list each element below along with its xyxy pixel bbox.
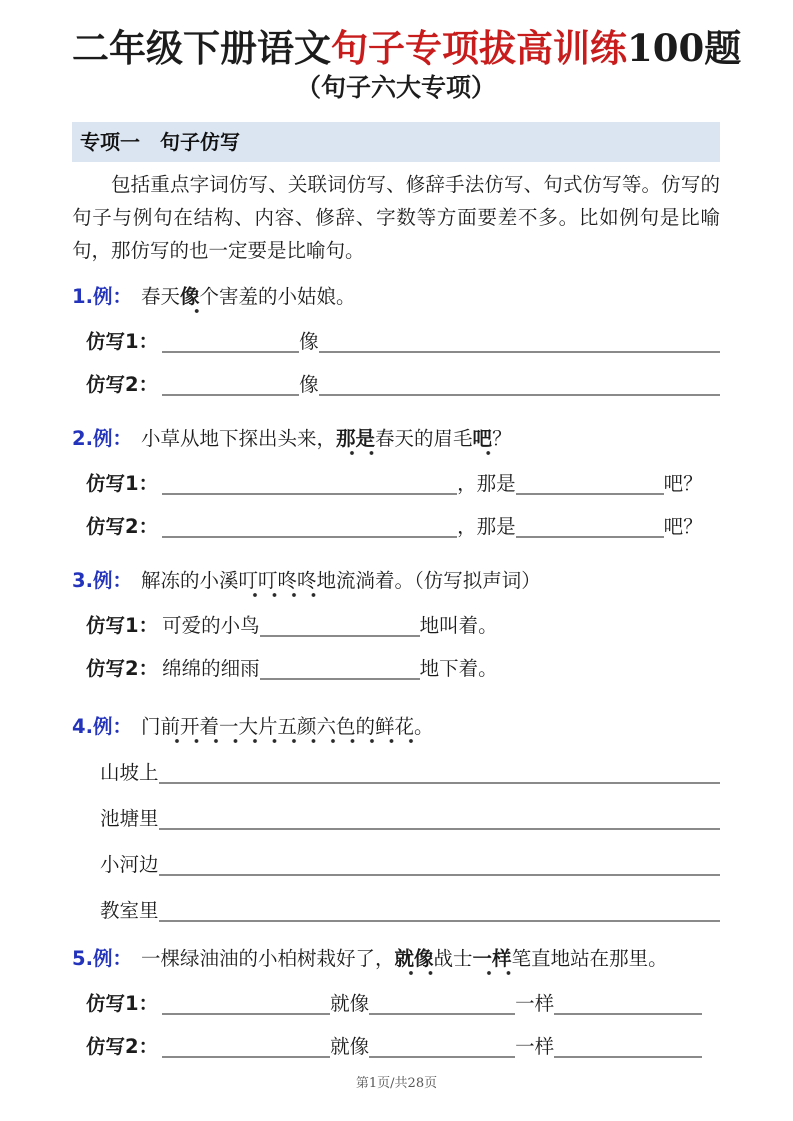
- lead-text: 绵绵的细雨: [162, 657, 260, 680]
- answer-row: [72, 330, 720, 354]
- answer-row-label: 仿写2：: [86, 373, 159, 396]
- example-text: 门: [141, 715, 161, 738]
- section-header: 专项一 句子仿写: [72, 122, 720, 162]
- answer-row: [72, 761, 720, 785]
- blank-line: [159, 782, 720, 784]
- example-label: 例：: [92, 427, 132, 450]
- blank-line: [260, 678, 420, 680]
- blank-line: [260, 635, 420, 637]
- example-text: 一棵绿油油的小柏树栽好了，: [141, 947, 395, 970]
- blank-line: [162, 536, 457, 538]
- question-number: 4.: [72, 715, 93, 738]
- blank-line: [159, 920, 720, 922]
- question-number: 2.: [72, 427, 93, 450]
- emphasized-word: 叮叮咚咚: [239, 569, 317, 598]
- connector-text: 就像: [330, 992, 370, 1015]
- answer-row-label: 仿写1：: [86, 330, 159, 353]
- lead-text: 可爱的小鸟: [162, 614, 260, 637]
- blank-line: [554, 1056, 702, 1058]
- lead-text: 池塘里: [100, 807, 159, 830]
- answer-row: [72, 614, 720, 638]
- answer-row-label: 仿写2：: [86, 515, 159, 538]
- blank-line: [369, 1013, 515, 1015]
- connector-text: ，那是: [457, 472, 516, 495]
- connector-text: 吧？: [663, 472, 703, 495]
- connector-text: 一样: [515, 992, 555, 1015]
- page-footer: 第1页/共28页: [355, 1076, 438, 1091]
- question-example: [72, 427, 720, 451]
- answer-row: [72, 853, 720, 877]
- example-text: 战士: [433, 947, 473, 970]
- section-intro: 包括重点字词仿写、关联词仿写、修辞手法仿写、句式仿写等。仿写的句子与例句在结构、内容、修辞、字数等方面要差不多。比如例句是比喻句，那仿写的也一定要是比喻句。: [72, 173, 720, 262]
- question-example: [72, 285, 720, 309]
- answer-row: [72, 899, 720, 923]
- emphasized-word: 一样: [473, 947, 512, 976]
- answer-row-label: 仿写1：: [86, 614, 159, 637]
- lead-text: 教室里: [100, 899, 159, 922]
- blank-line: [162, 493, 457, 495]
- question-example: [72, 715, 720, 739]
- answer-row: [72, 1035, 720, 1059]
- example-text: 个害羞的小姑娘。: [199, 285, 356, 308]
- answer-row-label: 仿写1：: [86, 992, 159, 1015]
- blank-line: [516, 536, 664, 538]
- question-2: [72, 427, 720, 539]
- blank-line: [554, 1013, 702, 1015]
- question-example: [72, 947, 720, 971]
- example-text: 笔直地站在那里。: [511, 947, 668, 970]
- blank-line: [159, 828, 720, 830]
- page-subtitle: （句子六大专项）: [295, 73, 496, 102]
- title-part-left: 二年级下册语文: [72, 26, 331, 70]
- example-text: 地流淌着。（仿写拟声词）: [316, 569, 541, 592]
- connector-text: 地叫着。: [419, 614, 498, 637]
- question-example: [72, 569, 720, 593]
- answer-row: [72, 657, 720, 681]
- example-text: 。: [414, 715, 434, 738]
- answer-row: [72, 515, 720, 539]
- example-label: 例：: [92, 569, 132, 592]
- connector-text: ，那是: [457, 515, 516, 538]
- connector-text: 地下着。: [419, 657, 498, 680]
- answer-row-label: 仿写1：: [86, 472, 159, 495]
- answer-row-label: 仿写2：: [86, 657, 159, 680]
- blank-line: [319, 394, 720, 396]
- emphasized-word: 那是: [336, 427, 375, 456]
- example-label: 例：: [92, 947, 132, 970]
- example-label: 例：: [92, 715, 132, 738]
- blank-line: [162, 351, 299, 353]
- emphasized-word: 吧: [473, 427, 493, 456]
- question-1: [72, 285, 720, 397]
- connector-text: 吧？: [663, 515, 703, 538]
- blank-line: [516, 493, 664, 495]
- page-title: [72, 24, 742, 72]
- lead-text: 小河边: [100, 853, 159, 876]
- title-part-right: 100题: [627, 26, 742, 70]
- answer-row: [72, 807, 720, 831]
- example-text: 小草从地下探出头来，: [141, 427, 337, 450]
- answer-row: [72, 472, 720, 496]
- blank-line: [159, 874, 720, 876]
- connector-text: 就像: [330, 1035, 370, 1058]
- blank-line: [162, 1056, 330, 1058]
- emphasized-word: 就像: [395, 947, 434, 976]
- example-label: 例：: [92, 285, 132, 308]
- blank-line: [319, 351, 720, 353]
- answer-row-label: 仿写2：: [86, 1035, 159, 1058]
- example-text: 春天的眉毛: [375, 427, 473, 450]
- emphasized-word: 像: [180, 285, 200, 314]
- question-number: 5.: [72, 947, 93, 970]
- blank-line: [162, 1013, 330, 1015]
- answer-row: [72, 373, 720, 397]
- lead-text: 山坡上: [100, 761, 159, 784]
- question-4: [72, 715, 720, 923]
- question-5: [72, 947, 720, 1059]
- connector-text: 一样: [515, 1035, 555, 1058]
- example-text: 解冻的小溪: [141, 569, 239, 592]
- question-number: 1.: [72, 285, 93, 308]
- example-text: ？: [492, 427, 512, 450]
- connector-text: 像: [299, 330, 319, 353]
- blank-line: [369, 1056, 515, 1058]
- connector-text: 像: [299, 373, 319, 396]
- answer-row: [72, 992, 720, 1016]
- title-part-accent: 句子专项拔高训练: [331, 26, 627, 70]
- blank-line: [162, 394, 299, 396]
- question-3: [72, 569, 720, 681]
- emphasized-word: 前开着一大片五颜六色的鲜花: [161, 715, 415, 744]
- example-text: 春天: [141, 285, 181, 308]
- question-number: 3.: [72, 569, 93, 592]
